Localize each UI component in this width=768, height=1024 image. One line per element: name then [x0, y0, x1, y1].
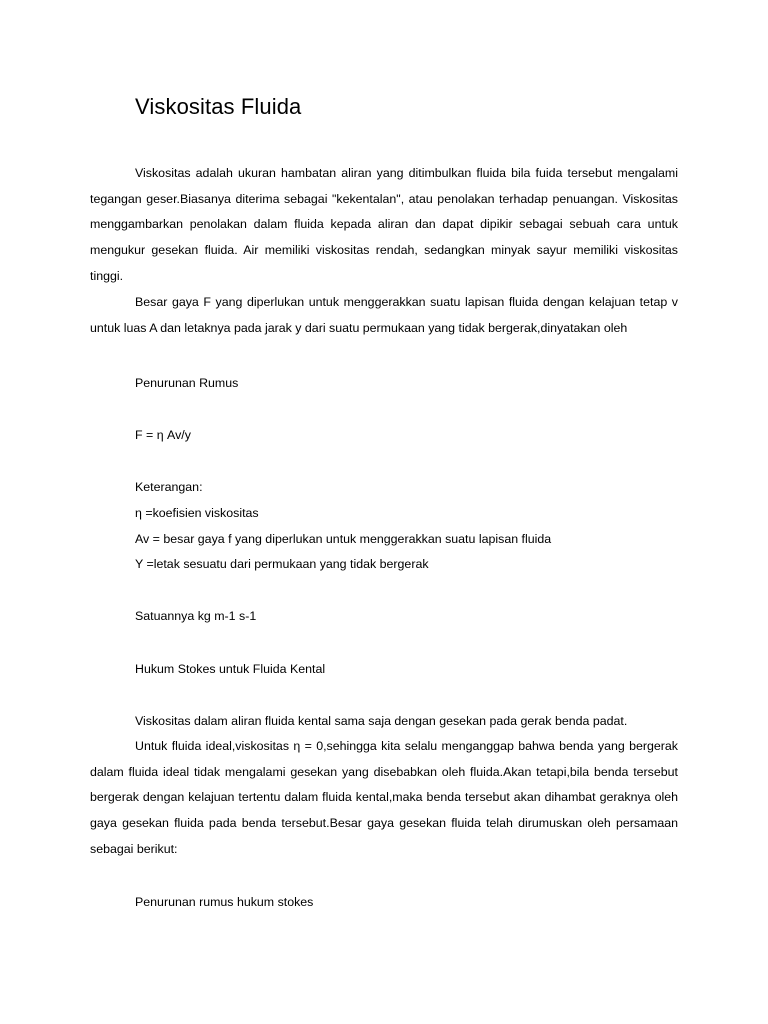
paragraph-stokes-body: Untuk fluida ideal,viskositas η = 0,sehingga kita selalu menganggap bahwa benda yang bergerak dalam fluida ideal tidak mengalami gesekan yang disebabkan oleh fluida.Akan tetapi,bila benda tersebut bergerak dengan kelajuan tertentu dalam fluida kental,maka benda tersebut akan dihambat geraknya oleh gaya gesekan fluida pada benda tersebut.Besar gaya gesekan fluida telah dirumuskan oleh persamaan sebagai berikut: [90, 739, 678, 856]
units-line: Satuannya kg m-1 s-1 [135, 609, 257, 623]
legend-item: Av = besar gaya f yang diperlukan untuk menggerakkan suatu lapisan fluida [135, 532, 552, 546]
page-title: Viskositas Fluida [135, 94, 302, 119]
heading-stokes-derivation: Penurunan rumus hukum stokes [135, 895, 314, 909]
paragraph-force-description: Besar gaya F yang diperlukan untuk menggerakkan suatu lapisan fluida dengan kelajuan tetap v untuk luas A dan letaknya pada jarak y dari suatu permukaan yang tidak bergerak,dinyatakan oleh [90, 295, 678, 335]
paragraph-viscosity-definition: Viskositas adalah ukuran hambatan aliran yang ditimbulkan fluida bila fuida tersebut mengalami tegangan geser.Biasanya diterima sebagai "kekentalan", atau penolakan terhadap penuangan. Viskositas menggambarkan penolakan dalam fluida kepada aliran dan dapat dipikir sebagai sebuah cara untuk mengukur gesekan fluida. Air memiliki viskositas rendah, sedangkan minyak sayur memiliki viskositas tinggi. [90, 166, 678, 283]
heading-derivation: Penurunan Rumus [135, 376, 239, 390]
legend-title: Keterangan: [135, 480, 203, 494]
heading-stokes: Hukum Stokes untuk Fluida Kental [135, 662, 326, 676]
paragraph-stokes-intro: Viskositas dalam aliran fluida kental sama saja dengan gesekan pada gerak benda padat. [135, 714, 628, 728]
legend-item: η =koefisien viskositas [135, 506, 259, 520]
legend-item: Y =letak sesuatu dari permukaan yang tidak bergerak [135, 557, 429, 571]
formula: F = η Av/y [135, 428, 191, 442]
